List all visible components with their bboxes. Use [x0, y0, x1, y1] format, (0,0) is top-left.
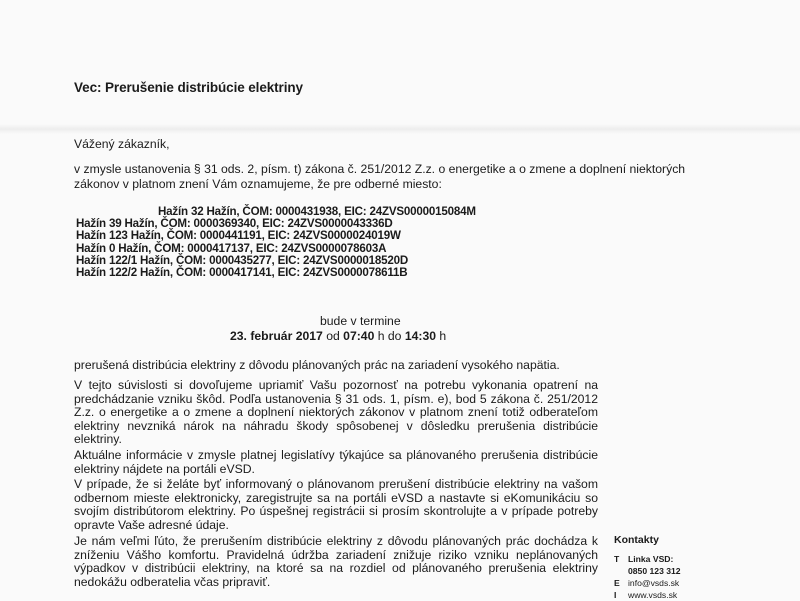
contact-key: E [614, 578, 620, 588]
paper-fold [0, 124, 800, 134]
intro-paragraph: v zmysle ustanovenia § 31 ods. 2, písm. t) zákona č. 251/2012 Z.z. o energetike a o zmene a doplnení niektorých zákonov v platnom znení Vám oznamujeme, že pre odberné miesto: [74, 162, 686, 191]
contact-row-email [614, 578, 764, 589]
to-word: do [387, 329, 402, 343]
supply-point: Hažín 39 Hažín, ČOM: 0000369340, EIC: 24ZVS0000043336D [76, 217, 393, 231]
supply-point: Hažín 32 Hažín, ČOM: 0000431938, EIC: 24ZVS0000015084M [158, 205, 476, 218]
contact-value: www.vsds.sk [628, 590, 678, 600]
hour-unit: h [439, 329, 447, 343]
supply-points-list [76, 206, 636, 279]
supply-point: Hažín 0 Hažín, ČOM: 0000417137, EIC: 24ZVS0000078603A [76, 241, 387, 255]
to-time: 14:30 [404, 329, 437, 343]
supply-point: Hažín 122/2 Hažín, ČOM: 0000417141, EIC: 24ZVS0000078611B [76, 265, 408, 279]
contact-key: I [614, 590, 617, 600]
paragraph-apology: Je nám veľmi ľúto, že prerušením distribúcie elektriny z dôvodu plánovaných prác dochádza k zníženiu Vášho komfortu. Pravidelná údržba zariadení znižuje riziko vzniku neplánovaných výpadkov v distribúcii elektriny, na ktoré sa na rozdiel od plánovaného prerušenia elektriny nedokážu odberatelia včas pripraviť. [74, 534, 598, 589]
contact-row-phone-label [614, 554, 764, 565]
contact-row-web [614, 590, 764, 601]
contact-value: 0850 123 312 [628, 566, 681, 576]
letter-subject: Vec: Prerušenie distribúcie elektriny [74, 80, 303, 95]
supply-point: Hažín 122/1 Hažín, ČOM: 0000435277, EIC: 24ZVS0000018520D [76, 253, 409, 267]
hour-unit: h [377, 329, 385, 343]
greeting: Vážený zákazník, [74, 137, 170, 151]
from-time: 07:40 [343, 329, 375, 343]
paragraph-damage-notice: V tejto súvislosti si dovoľujeme upriamiť Vašu pozornosť na potrebu vykonania opatrení na predchádzanie vzniku škôd. Podľa ustanovenia § 31 ods. 1, písm. e), bod 5 zákona č. 251/2012 Z.z. o energetike a o zmene a doplnení niektorých zákonov v platnom znení totiž odberateľom elektriny nevzniká nárok na náhradu škody spôsobenej v dôsledku prerušenia distribúcie elektriny. [74, 378, 598, 447]
paragraph-registration: V prípade, že si želáte byť informovaný o plánovanom prerušení distribúcie elektriny na vašom odbernom mieste elektronicky, zaregistrujte sa na portáli eVSD a nastavte si eKomunikáciu so svojím distribútorom elektriny. Po úspešnej registrácii si prosím skontrolujte a v prípade potreby opravte Vaše adresné údaje. [74, 477, 598, 532]
contact-value: Linka VSD: [628, 554, 674, 564]
paragraph-evsd-info: Aktuálne informácie v zmysle platnej legislatívy týkajúce sa plánovaného prerušenia distribúcie elektriny nájdete na portáli eVSD. [74, 448, 598, 476]
outage-date: 23. február 2017 [230, 329, 323, 343]
contacts-title: Kontakty [614, 534, 659, 546]
term-datetime [230, 329, 446, 343]
supply-point: Hažín 123 Hažín, ČOM: 0000441191, EIC: 24ZVS0000024019W [76, 229, 401, 243]
contact-row-phone [614, 566, 764, 577]
contact-key: T [614, 554, 620, 564]
from-word: od [326, 329, 340, 343]
contacts-sidebar [614, 534, 764, 601]
paragraph-outage-reason: prerušená distribúcia elektriny z dôvodu plánovaných prác na zariadení vysokého napätia. [74, 358, 560, 372]
term-label: bude v termine [320, 314, 401, 328]
contact-value: info@vsds.sk [628, 578, 680, 588]
